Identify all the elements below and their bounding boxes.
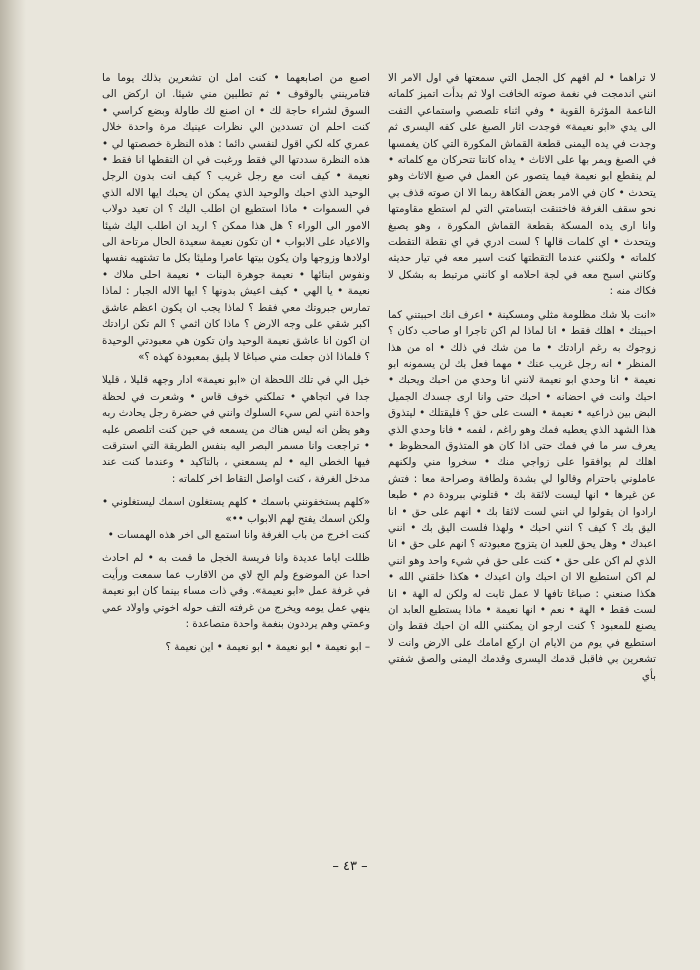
paragraph: كنت اخرج من باب الغرفة وانا استمع الى اخر هذه الهمسات • <box>107 528 370 541</box>
paragraph: لا تراهما • لم افهم كل الجمل التي سمعتها في اول الامر الا انني اندمجت في نغمة صوته الخافت اولا ثم بدأت اتميز كلماته الناعمة المؤثرة القوية • وفي اثناء تلصصي واستماعي التفت الى يدي «ابو نعيمة» فوجدت اثار الصبغ على كفه اليسرى ثم وجدت في يده اليمنى قطعة القماش المكورة التي كان يغمسها في الصبغ ويمر بها على الاثاث • يداه كانتا تتحركان مع كلماته • لم ينقطع ابو نعيمة فيما يتصور عن العمل في صبغ الاثاث وهو يتحدث • كان في الامر بعض الفكاهة ربما الا ان صوته قذف بي نحو سقف الغرفة فاختنقت ابتسامتي التي لم استطع مقاومتها وانا ارى يده المسكة بقطعة القماش المكورة ، وهو يصبغ ويتحدث • اي كلمات قالها ؟ لست ادري في اي نقطة التقطت كلماته • ولكنني عندما التقطتها كنت اسير معه في تيار حديثه وكانني اسبح معه في لجة احلامه او كانني مرتبط به بشكل لا فكاك منه : <box>388 72 656 298</box>
paragraph: – ابو نعيمة • ابو نعيمة • ابو نعيمة • اين نعيمة ؟ <box>165 641 370 654</box>
paragraph: اصبع من اصابعهما • كنت امل ان تشعرين بذلك يوما ما فتامرينني بالوقوف • ثم تطلبين مني شيئا. ان اركض الى السوق لشراء حاجة لك • ان اصنع لك طاولة وبضع كراسي • كنت احلم ان تسددين الي نظرات عينيك مرة واحدة خلال عمري كله لكي اقول لنفسي دائما : هذه النظرة خصصتها لي • هذه النظرة سددتها الي فقط ورغبت في ان التقطها انا فقط • نعيمة • كيف انت مع رجل غريب ؟ كيف انت بدون الرجل الوحيد الذي احبك والوحيد الذي يمكن ان يحبك ايها الاله الذي في السموات • ماذا استطيع ان اطلب اليك ؟ ان تعيد دولاب الامور الى الوراء ؟ هل هذا ممكن ؟ اريد ان اطلب اليك شيئا والاعياد على الابواب • ان تكون نعيمة سعيدة الحال مرتاحة الى اولادها وزوجها وان يكون بيتها عامرا ومليئا بكل ما تشتهيه نفسها ونفوس ابنائها • نعيمة جوهرة البنات • نعيمة احلى ملاك • نعيمة • يا الهي • كيف اعيش بدونها ؟ ايها الاله الجبار : لماذا تمارس جبروتك معي فقط ؟ لماذا يجب ان يكون اعظم عاشق اكبر شقي على وجه الارض ؟ ماذا كان اثمي ؟ الم تكن ارادتك ان اكون انا عاشق نعيمة الوحيد وان تكون هي معبودتي الوحيدة ؟ فلماذا اذن جعلت مني صباغا لا يليق بمعبودة كهذه ؟» <box>102 72 370 363</box>
text-column-right <box>388 70 656 850</box>
paragraph: خيل الي في تلك اللحظة ان «ابو نعيمة» ادار وجهه قليلا ، قليلا جدا في اتجاهي • تملكني خوف قاس • وشعرت في لحظة واحدة انني لص سيء السلوك وانني في حضرة رجل يحادث ربه وهو يظن انه ليس هناك من يسمعه في حين كنت اتلصص عليه • تراجعت وانا مسمر البصر اليه بنفس الطريقة التي استرقت فيها الخطى اليه • لم يسمعني ، بالتاكيد • وعندما كنت عند مدخل الغرفة ، كنت اواصل التقاط اخر كلماته : <box>102 374 370 485</box>
paragraph: ظللت اياما عديدة وانا فريسة الخجل ما قمت به • لم احادث احدا عن الموضوع ولم الح لاي من الاقارب عما سمعت ورأيت في غرفة عمل «ابو نعيمة». وفي ذات مساء بينما كان ابو نعيمة ينهي عمل يومه ويخرج من غرفته التف حوله اخوتي واولاد عمي وعمتي وهم يرددون بنغمة واحدة متصاعدة : <box>102 552 370 630</box>
page-number: – ٤٣ – <box>332 859 368 874</box>
text-column-left <box>102 70 370 850</box>
paragraph: «انت بلا شك مظلومة مثلي ومسكينة • اعرف انك احببتني كما احببتك • اهلك فقط • انا لماذا لم اكن تاجرا او صاحب دكان ؟ زوجوك به رغم ارادتك • ما من شك في ذلك • اه من هذا المنظر • انه رجل غريب عنك • مهما فعل بك لن يسمونه ابو نعيمة • انا وحدي ابو نعيمة لانني انا وحدي من احبك ويحبك • احبك وانت في احضانه • احبك حتى وانا ارى جسدك الجميل البض بين ذراعيه • نعيمة • الست على حق ؟ فليقتلك • ليتذوق هذا الشهد الذي يعطيه فمك وهو راغم ، لفمه • فانا وحدي الذي يعرف سر ما في فمك حتى اذا كان هو المتذوق المحظوظ • اهلك لم يوافقوا على زواجي منك • سخروا مني ولكنهم عاملوني باحترام وقالوا لي بشدة ولطافة وصراحة معا : فتش عن غيرها • انها ليست لائقة بك • قتلوني ببرودة دم • طبعا ارادوا ان يقولوا لي انني لست لائقا بك • انهم على حق • انا اليق بك ؟ كيف ؟ انني احبك • ولهذا فلست اليق بك • انني اعبدك • وهل يحق للعبد ان يتزوج معبودته ؟ انهم على حق • انا الذي لم اكن على حق • كنت على حق في شيء واحد وهو انني لم اكن استطيع الا ان احبك وان اعبدك • هكذا خلقني الله • هكذا صنعني : صباغا تافها لا عمل ثابت له ولكن له الهة • انا لست فقط • الهة • نعم • انها نعيمة • ماذا يستطيع العابد ان يصنع للمعبود ؟ كنت ارجو ان يمكنني الله ان احبك فقط وان استطيع في يوم من الايام ان اركع امامك على الارض وانت لا تشعرين بي فاقبل قدمك اليسرى وقدمك اليمنى والصق شفتي بأي <box>388 308 656 682</box>
paragraph: «كلهم يستخفونني باسمك • كلهم يستغلون اسمك ليستغلوني • ولكن اسمك يفتح لهم الابواب ••» <box>102 496 370 525</box>
page-binding-shadow <box>0 0 26 970</box>
